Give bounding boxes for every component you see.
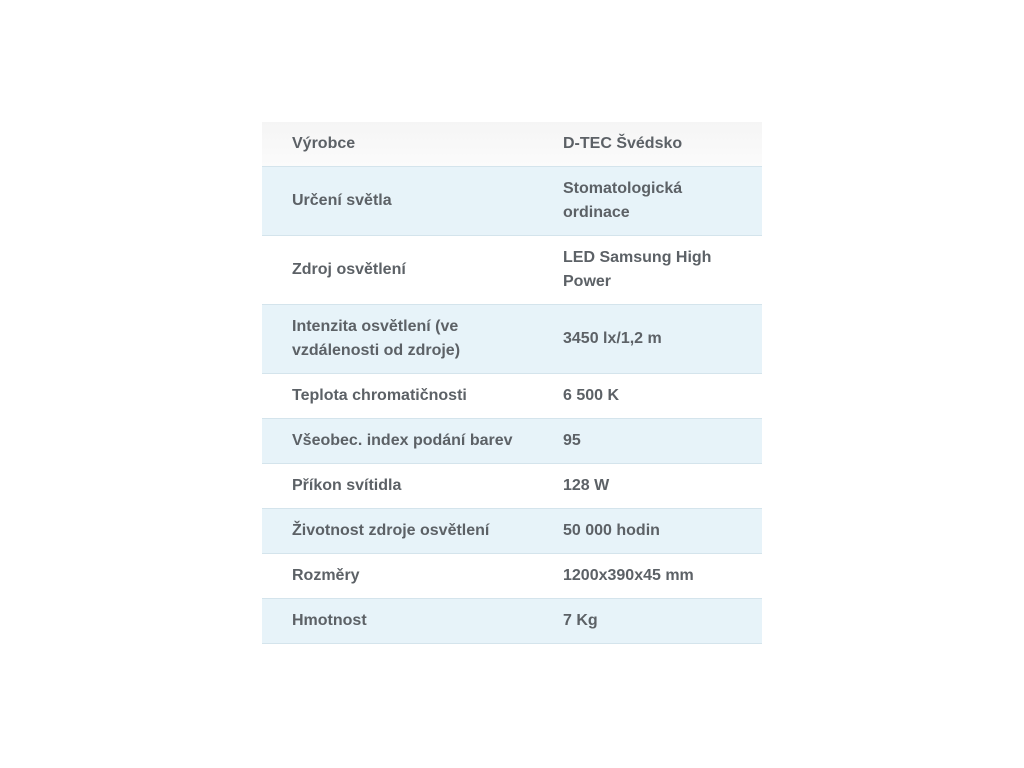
spec-label: Výrobce bbox=[292, 135, 356, 152]
product-spec-table bbox=[262, 122, 762, 644]
spec-label: Příkon svítidla bbox=[292, 477, 402, 494]
table-row bbox=[262, 599, 762, 644]
spec-value: LED Samsung High Power bbox=[563, 249, 712, 290]
table-row bbox=[262, 509, 762, 554]
spec-value: 128 W bbox=[563, 477, 610, 494]
table-row bbox=[262, 167, 762, 236]
table-row bbox=[262, 464, 762, 509]
spec-value: 50 000 hodin bbox=[563, 522, 660, 539]
spec-value: 6 500 K bbox=[563, 387, 620, 404]
spec-label: Rozměry bbox=[292, 567, 360, 584]
spec-label: Všeobec. index podání barev bbox=[292, 432, 513, 449]
spec-label: Zdroj osvětlení bbox=[292, 261, 406, 278]
spec-label: Intenzita osvětlení (ve vzdálenosti od zdroje) bbox=[292, 318, 461, 359]
spec-label: Hmotnost bbox=[292, 612, 367, 629]
spec-value: 7 Kg bbox=[563, 612, 598, 629]
table-row bbox=[262, 122, 762, 167]
table-row bbox=[262, 419, 762, 464]
spec-value: D-TEC Švédsko bbox=[563, 135, 683, 152]
spec-value: 95 bbox=[563, 432, 581, 449]
spec-label: Životnost zdroje osvětlení bbox=[292, 522, 490, 539]
table-row bbox=[262, 374, 762, 419]
table-row bbox=[262, 305, 762, 374]
table-row bbox=[262, 236, 762, 305]
spec-value: 1200x390x45 mm bbox=[563, 567, 694, 584]
table-row bbox=[262, 554, 762, 599]
spec-value: 3450 lx/1,2 m bbox=[563, 330, 662, 347]
spec-value: Stomatologická ordinace bbox=[563, 180, 683, 221]
spec-label: Teplota chromatičnosti bbox=[292, 387, 467, 404]
spec-label: Určení světla bbox=[292, 192, 392, 209]
